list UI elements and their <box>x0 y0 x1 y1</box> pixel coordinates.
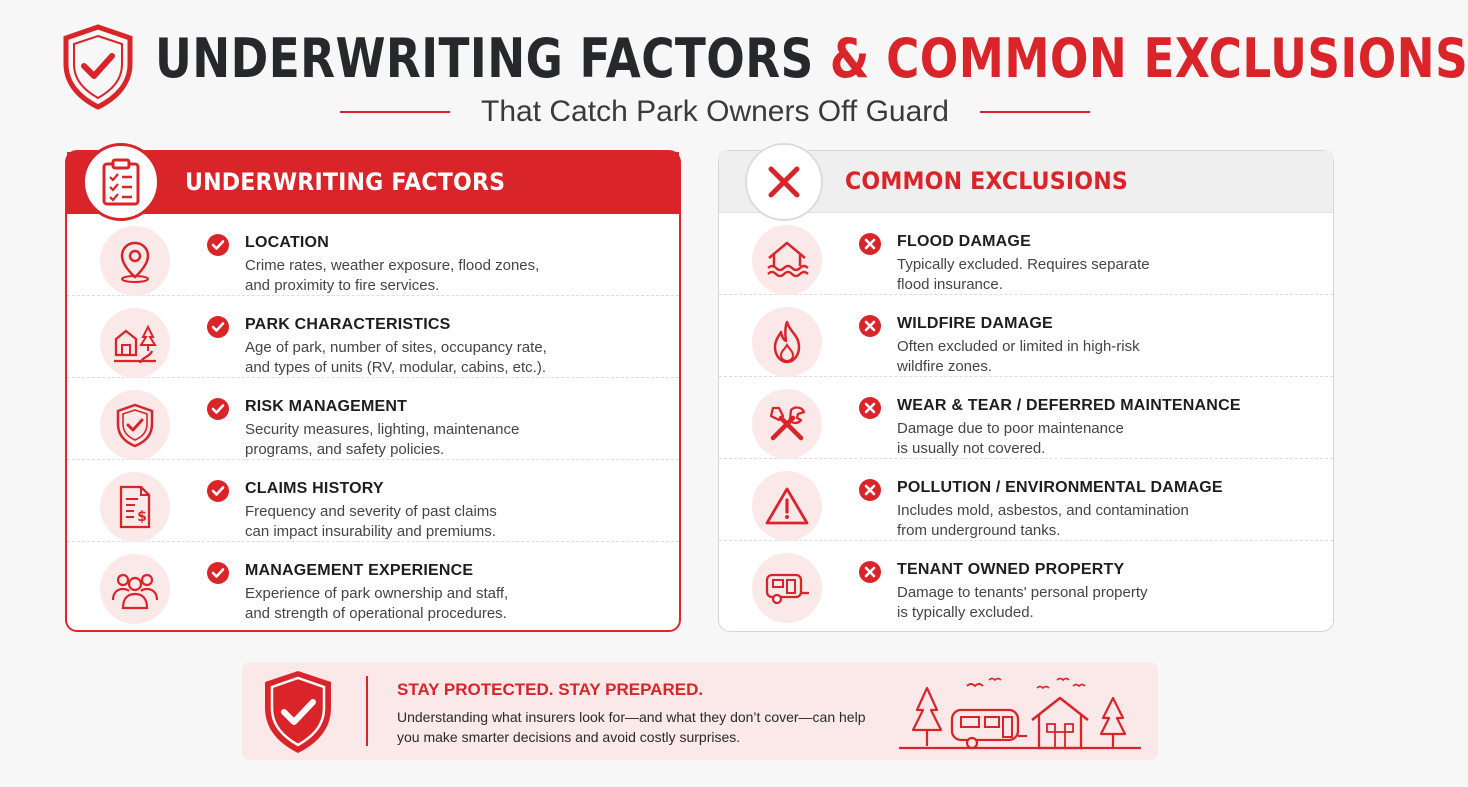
exclusion-description-line: wildfire zones. <box>897 358 993 375</box>
x-circle-icon <box>859 315 881 337</box>
factor-row-park-characteristics <box>67 296 679 378</box>
subtitle-divider-right <box>980 111 1090 113</box>
underwriting-factors-title: UNDERWRITING FACTORS <box>185 168 506 196</box>
common-exclusions-panel <box>718 150 1334 632</box>
factor-description-line: Crime rates, weather exposure, flood zones, <box>245 257 540 274</box>
exclusion-description <box>897 501 1317 541</box>
check-circle-icon <box>207 234 229 256</box>
underwriting-factors-panel <box>65 150 681 632</box>
factor-row-location <box>67 214 679 296</box>
stay-protected-banner <box>242 662 1158 760</box>
factor-title: CLAIMS HISTORY <box>245 480 384 497</box>
camper-trailer-icon <box>763 569 811 607</box>
factor-description-line: and proximity to fire services. <box>245 277 440 294</box>
exclusion-description-line: is usually not covered. <box>897 440 1046 457</box>
exclusion-row-pollution <box>719 459 1333 541</box>
factor-description <box>245 420 665 460</box>
subtitle-block <box>340 92 1090 132</box>
check-circle-icon <box>207 398 229 420</box>
factor-description-line: and strength of operational procedures. <box>245 605 507 622</box>
factor-title: RISK MANAGEMENT <box>245 398 408 415</box>
factor-description-line: and types of units (RV, modular, cabins, etc.). <box>245 359 546 376</box>
factor-description <box>245 256 665 296</box>
icon-circle <box>100 308 170 378</box>
fire-icon <box>767 319 807 365</box>
banner-description-line: you make smarter decisions and avoid costly surprises. <box>397 729 741 745</box>
x-circle-icon <box>859 479 881 501</box>
subtitle-divider-left <box>340 111 450 113</box>
banner-description <box>397 707 907 747</box>
exclusion-title: TENANT OWNED PROPERTY <box>897 561 1125 578</box>
banner-divider <box>366 676 368 746</box>
factor-description-line: Frequency and severity of past claims <box>245 503 497 520</box>
exclusion-description-line: Damage due to poor maintenance <box>897 420 1124 437</box>
exclusion-title: POLLUTION / ENVIRONMENTAL DAMAGE <box>897 479 1223 496</box>
factor-title: PARK CHARACTERISTICS <box>245 316 451 333</box>
factor-description-line: Experience of park ownership and staff, <box>245 585 509 602</box>
x-circle-icon <box>859 233 881 255</box>
exclusion-description <box>897 337 1317 377</box>
factor-description <box>245 338 665 378</box>
shield-check-icon <box>62 24 134 110</box>
icon-circle <box>752 471 822 541</box>
common-exclusions-title: COMMON EXCLUSIONS <box>845 167 1129 195</box>
exclusion-description <box>897 583 1317 623</box>
exclusion-row-wear-tear <box>719 377 1333 459</box>
icon-circle <box>752 307 822 377</box>
exclusion-row-flood <box>719 213 1333 295</box>
flood-house-icon <box>764 238 810 282</box>
exclusion-description-line: from underground tanks. <box>897 522 1061 539</box>
exclusion-title: WILDFIRE DAMAGE <box>897 315 1053 332</box>
factor-row-management-experience <box>67 542 679 624</box>
warning-icon <box>764 485 810 527</box>
clipboard-checklist-badge <box>82 143 160 221</box>
exclusion-description-line: Typically excluded. Requires separate <box>897 256 1150 273</box>
exclusion-description-line: Includes mold, asbestos, and contamination <box>897 502 1189 519</box>
icon-circle <box>100 472 170 542</box>
factor-title: LOCATION <box>245 234 329 251</box>
icon-circle <box>100 554 170 624</box>
factor-description <box>245 502 665 542</box>
title-part-2: & COMMON EXCLUSIONS <box>829 27 1468 90</box>
banner-description-line: Understanding what insurers look for—and what they don’t cover—can help <box>397 709 866 725</box>
page-title <box>155 24 1468 94</box>
shield-check-icon <box>115 402 155 448</box>
clipboard-checklist-icon <box>99 157 143 207</box>
icon-circle <box>752 553 822 623</box>
svg-text:$: $ <box>137 509 147 525</box>
exclusion-title: FLOOD DAMAGE <box>897 233 1031 250</box>
factor-row-claims-history <box>67 460 679 542</box>
x-circle-icon <box>859 397 881 419</box>
exclusion-title: WEAR & TEAR / DEFERRED MAINTENANCE <box>897 397 1241 414</box>
check-circle-icon <box>207 316 229 338</box>
factor-description-line: Age of park, number of sites, occupancy rate, <box>245 339 547 356</box>
check-circle-icon <box>207 480 229 502</box>
exclusion-row-wildfire <box>719 295 1333 377</box>
exclusion-description-line: flood insurance. <box>897 276 1003 293</box>
claims-document-icon <box>115 484 155 530</box>
page-subtitle: That Catch Park Owners Off Guard <box>481 95 949 128</box>
exclusion-row-tenant-property <box>719 541 1333 623</box>
exclusion-description-line: Damage to tenants' personal property <box>897 584 1148 601</box>
park-road-icon <box>112 321 158 365</box>
x-badge <box>745 143 823 221</box>
x-circle-icon <box>859 561 881 583</box>
x-icon <box>764 162 804 202</box>
banner-title: STAY PROTECTED. STAY PREPARED. <box>397 680 704 699</box>
exclusion-description <box>897 255 1317 295</box>
factor-row-risk-management <box>67 378 679 460</box>
exclusion-description <box>897 419 1317 459</box>
team-icon <box>110 568 160 610</box>
icon-circle <box>752 389 822 459</box>
exclusion-description-line: Often excluded or limited in high-risk <box>897 338 1140 355</box>
title-part-1: UNDERWRITING FACTORS <box>155 27 814 90</box>
factor-title: MANAGEMENT EXPERIENCE <box>245 562 474 579</box>
factor-description <box>245 584 665 624</box>
rv-park-scene-illustration <box>897 668 1147 754</box>
exclusion-description-line: is typically excluded. <box>897 604 1034 621</box>
factor-description-line: Security measures, lighting, maintenance <box>245 421 520 438</box>
icon-circle <box>752 225 822 295</box>
factor-description-line: can impact insurability and premiums. <box>245 523 496 540</box>
check-circle-icon <box>207 562 229 584</box>
shield-check-icon <box>260 668 336 756</box>
icon-circle <box>100 390 170 460</box>
icon-circle <box>100 226 170 296</box>
tools-icon <box>765 402 809 446</box>
factor-description-line: programs, and safety policies. <box>245 441 445 458</box>
location-pin-icon <box>115 239 155 283</box>
